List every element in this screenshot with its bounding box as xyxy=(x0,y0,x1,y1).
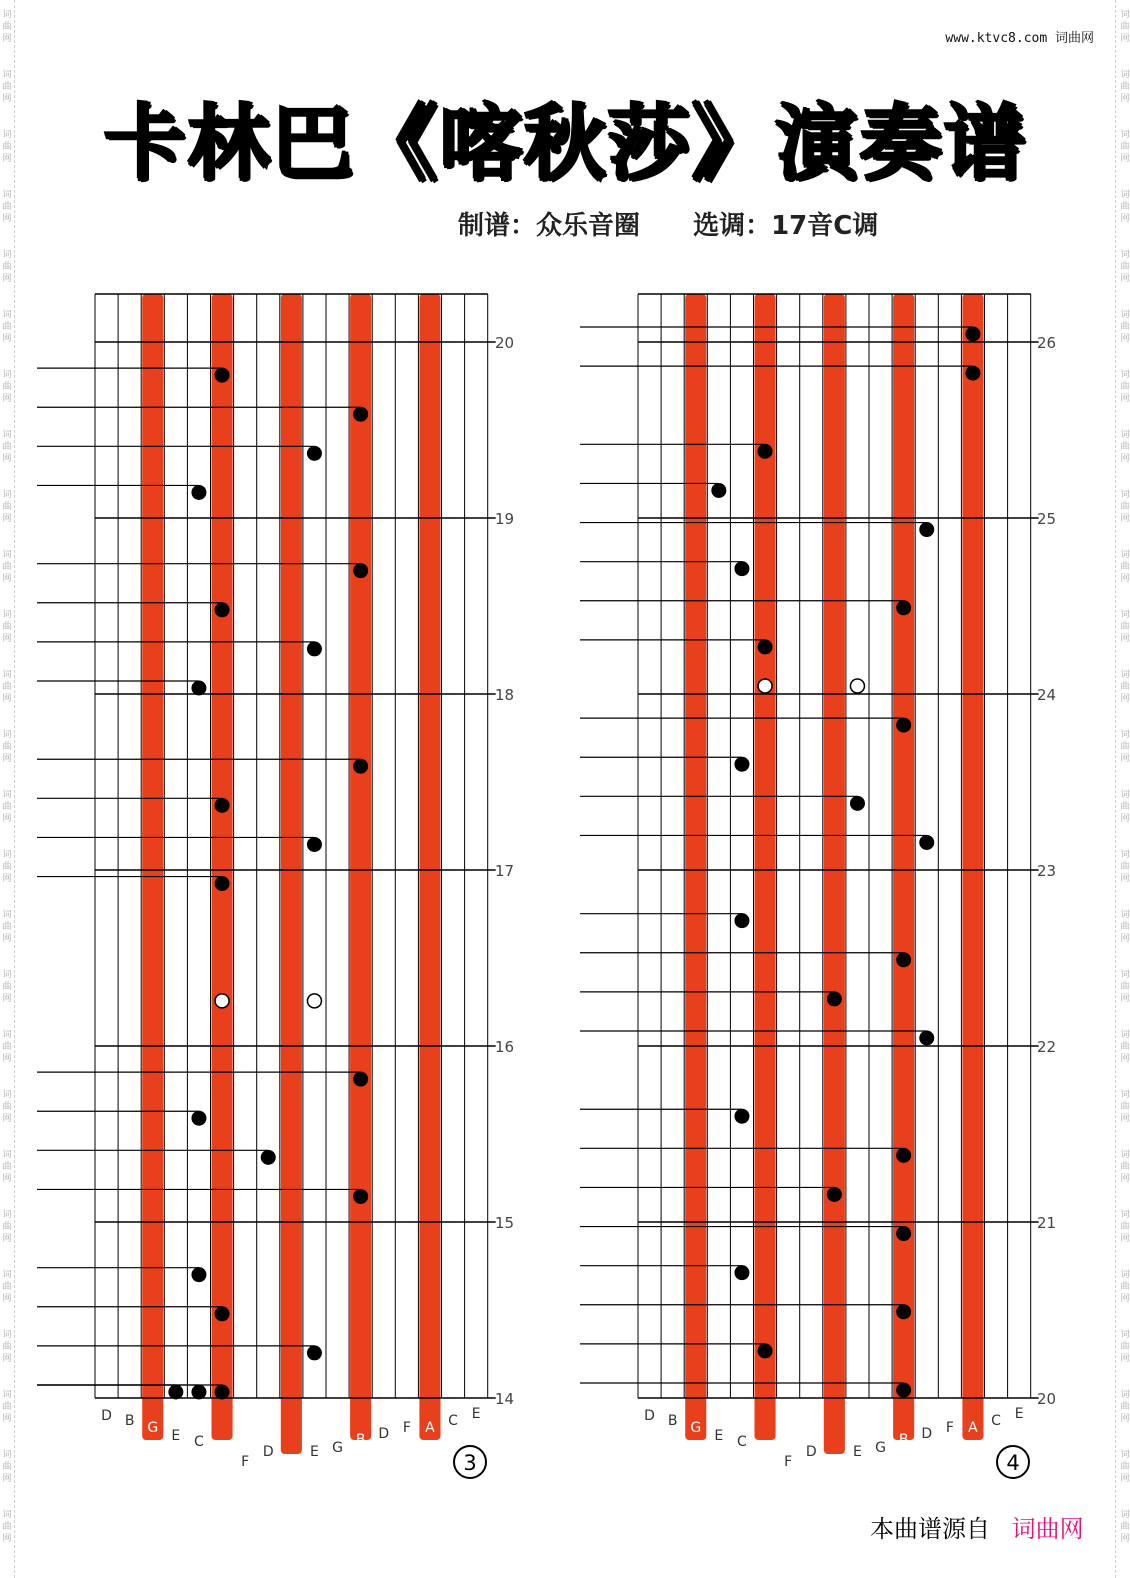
note-marker xyxy=(920,1031,934,1045)
watermark-char: 词 xyxy=(2,10,12,20)
watermark-char: 词 xyxy=(1120,910,1130,920)
watermark-char: 网 xyxy=(1120,1354,1130,1364)
note-marker xyxy=(307,642,321,656)
watermark-char: 词 xyxy=(1120,1330,1130,1340)
note-marker xyxy=(850,796,864,810)
watermark-char: 曲 xyxy=(2,322,12,332)
note-marker xyxy=(966,366,980,380)
watermark-char: 网 xyxy=(2,1054,12,1064)
watermark-char: 网 xyxy=(2,514,12,524)
note-marker xyxy=(897,601,911,615)
watermark-char: 词 xyxy=(2,850,12,860)
tine-label: F xyxy=(784,1454,793,1470)
watermark-char: 曲 xyxy=(1120,562,1130,572)
tine-label: C xyxy=(448,1413,458,1429)
watermark-char: 曲 xyxy=(2,22,12,32)
note-marker xyxy=(192,681,206,695)
key-credit: 选调：17音C调 xyxy=(693,211,879,241)
note-marker xyxy=(735,1109,749,1123)
note-marker xyxy=(354,759,368,773)
watermark-char: 网 xyxy=(1120,154,1130,164)
note-marker xyxy=(758,444,772,458)
watermark-char: 词 xyxy=(1120,1030,1130,1040)
watermark-char: 网 xyxy=(2,1234,12,1244)
watermark-char: 曲 xyxy=(2,1282,12,1292)
tine-label: E xyxy=(853,1444,862,1460)
watermark-char: 词 xyxy=(1120,1270,1130,1280)
note-marker xyxy=(966,327,980,341)
watermark-char: 曲 xyxy=(2,262,12,272)
measure-label: 16 xyxy=(495,1038,515,1056)
watermark-char: 网 xyxy=(1120,574,1130,584)
watermark-char: 曲 xyxy=(2,1462,12,1472)
watermark-char: 曲 xyxy=(2,382,12,392)
watermark-char: 词 xyxy=(2,670,12,680)
watermark-char: 曲 xyxy=(1120,922,1130,932)
watermark-char: 曲 xyxy=(1120,862,1130,872)
watermark-char: 网 xyxy=(1120,1474,1130,1484)
footer-source xyxy=(870,1509,1084,1544)
measure-label: 20 xyxy=(1037,1390,1057,1408)
watermark-char: 词 xyxy=(2,1150,12,1160)
site-tag[interactable]: www.ktvc8.com 词曲网 xyxy=(945,31,1094,46)
watermark-char: 词 xyxy=(1120,1210,1130,1220)
watermark-char: 词 xyxy=(2,70,12,80)
note-marker xyxy=(735,562,749,576)
tine-label: A xyxy=(968,1420,978,1436)
watermark-char: 网 xyxy=(2,634,12,644)
measure-label: 26 xyxy=(1037,334,1057,352)
page-number: 3 xyxy=(463,1451,477,1475)
watermark-char: 词 xyxy=(2,1210,12,1220)
note-marker xyxy=(758,1344,772,1358)
measure-label: 15 xyxy=(495,1214,515,1232)
watermark-char: 词 xyxy=(1120,1450,1130,1460)
watermark-char: 网 xyxy=(2,1114,12,1124)
watermark-char: 曲 xyxy=(1120,262,1130,272)
watermark-char: 曲 xyxy=(2,82,12,92)
watermark-char: 网 xyxy=(2,1474,12,1484)
watermark-char: 曲 xyxy=(2,202,12,212)
tine-label: G xyxy=(147,1420,159,1436)
watermark-char: 曲 xyxy=(2,562,12,572)
watermark-char: 网 xyxy=(2,394,12,404)
tine-highlight-bar xyxy=(212,294,233,1440)
watermark-char: 曲 xyxy=(1120,982,1130,992)
note-marker xyxy=(215,877,229,891)
measure-label: 20 xyxy=(495,334,515,352)
watermark-char: 词 xyxy=(2,1030,12,1040)
watermark-char: 曲 xyxy=(2,442,12,452)
note-marker xyxy=(307,837,321,851)
note-marker xyxy=(735,1266,749,1280)
note-marker xyxy=(354,564,368,578)
watermark-char: 曲 xyxy=(1120,322,1130,332)
watermark-char: 词 xyxy=(2,250,12,260)
tine-label: G xyxy=(875,1440,886,1456)
note-marker xyxy=(758,640,772,654)
watermark-char: 曲 xyxy=(2,1222,12,1232)
watermark-char: 词 xyxy=(1120,970,1130,980)
measure-label: 17 xyxy=(495,862,515,880)
note-marker xyxy=(192,485,206,499)
watermark-char: 曲 xyxy=(2,502,12,512)
tine-label: D xyxy=(921,1426,933,1442)
note-marker xyxy=(735,757,749,771)
note-marker xyxy=(261,1150,275,1164)
watermark-char: 词 xyxy=(1120,490,1130,500)
tine-label: F xyxy=(945,1420,954,1436)
note-marker xyxy=(354,407,368,421)
watermark-char: 曲 xyxy=(2,862,12,872)
tine-label: F xyxy=(402,1420,411,1436)
watermark-char: 词 xyxy=(2,490,12,500)
watermark-char: 曲 xyxy=(1120,1402,1130,1412)
watermark-char: 网 xyxy=(2,874,12,884)
note-marker xyxy=(712,483,726,497)
watermark-char: 词 xyxy=(2,550,12,560)
watermark-char: 词 xyxy=(1120,1510,1130,1520)
watermark-char: 网 xyxy=(1120,334,1130,344)
watermark-char: 网 xyxy=(1120,754,1130,764)
watermark-char: 词 xyxy=(1120,550,1130,560)
watermark-char: 词 xyxy=(2,310,12,320)
watermark-char: 网 xyxy=(1120,34,1130,44)
tine-label: G xyxy=(690,1420,702,1436)
watermark-char: 曲 xyxy=(1120,1102,1130,1112)
tine-label: A xyxy=(425,1420,435,1436)
tine-label: E xyxy=(171,1428,181,1444)
tine-label: B xyxy=(355,1432,366,1448)
measure-label: 25 xyxy=(1037,510,1057,528)
note-marker xyxy=(920,523,934,537)
tine-highlight-bar xyxy=(962,294,983,1440)
watermark-char: 网 xyxy=(2,334,12,344)
watermark-char: 曲 xyxy=(1120,442,1130,452)
tine-highlight-bar xyxy=(685,294,706,1440)
watermark-char: 曲 xyxy=(1120,142,1130,152)
footer-brand-link[interactable]: 词曲网 xyxy=(1011,1515,1084,1543)
watermark-char: 曲 xyxy=(1120,22,1130,32)
tine-label: D xyxy=(378,1426,390,1442)
tine-label: B xyxy=(667,1413,678,1429)
note-marker xyxy=(897,1305,911,1319)
watermark-char: 词 xyxy=(1120,1390,1130,1400)
watermark-char: 网 xyxy=(2,934,12,944)
note-marker xyxy=(215,798,229,812)
tine-label: C xyxy=(194,1434,204,1450)
watermark-char: 词 xyxy=(2,190,12,200)
watermark-char: 网 xyxy=(2,1534,12,1544)
watermark-char: 网 xyxy=(2,214,12,224)
watermark-char: 曲 xyxy=(2,1522,12,1532)
watermark-char: 网 xyxy=(1120,514,1130,524)
watermark-char: 词 xyxy=(1120,10,1130,20)
watermark-char: 词 xyxy=(2,430,12,440)
note-marker xyxy=(192,1385,206,1399)
measure-label: 19 xyxy=(495,510,515,528)
watermark-char: 网 xyxy=(1120,1174,1130,1184)
watermark-char: 词 xyxy=(2,910,12,920)
open-note-marker xyxy=(307,994,321,1008)
watermark-char: 曲 xyxy=(2,622,12,632)
tine-label: C xyxy=(991,1413,1001,1429)
watermark-char: 网 xyxy=(1120,634,1130,644)
watermark-char: 曲 xyxy=(1120,202,1130,212)
tine-label: A xyxy=(760,1442,770,1458)
watermark-char: 曲 xyxy=(1120,1522,1130,1532)
watermark-char: 网 xyxy=(1120,214,1130,224)
tine-highlight-bar xyxy=(419,294,440,1440)
tine-label: E xyxy=(310,1444,319,1460)
note-marker xyxy=(215,1385,229,1399)
watermark-char: 网 xyxy=(1120,1534,1130,1544)
watermark-char: 词 xyxy=(2,1090,12,1100)
watermark-char: 网 xyxy=(1120,874,1130,884)
watermark-char: 网 xyxy=(1120,1414,1130,1424)
measure-label: 23 xyxy=(1037,862,1057,880)
note-marker xyxy=(827,1187,841,1201)
watermark-char: 曲 xyxy=(2,982,12,992)
arranger-credit: 制谱：众乐音圈 xyxy=(458,211,641,241)
watermark-char: 网 xyxy=(1120,694,1130,704)
watermark-char: 词 xyxy=(1120,610,1130,620)
watermark-char: 词 xyxy=(1120,370,1130,380)
note-marker xyxy=(920,835,934,849)
watermark-char: 曲 xyxy=(2,1102,12,1112)
note-marker xyxy=(897,1227,911,1241)
note-marker xyxy=(735,914,749,928)
watermark-char: 曲 xyxy=(1120,1222,1130,1232)
watermark-char: 曲 xyxy=(2,742,12,752)
watermark-char: 词 xyxy=(1120,790,1130,800)
note-marker xyxy=(897,1148,911,1162)
watermark-char: 词 xyxy=(2,1270,12,1280)
note-marker xyxy=(897,953,911,967)
watermark-char: 曲 xyxy=(1120,1342,1130,1352)
watermark-char: 网 xyxy=(2,814,12,824)
watermark-char: 网 xyxy=(2,274,12,284)
footer-source-label: 本曲谱源自 xyxy=(870,1515,990,1543)
note-marker xyxy=(897,718,911,732)
watermark-char: 曲 xyxy=(1120,382,1130,392)
page-title: 卡林巴《喀秋莎》演奏谱 xyxy=(102,96,1027,191)
tine-label: C xyxy=(829,1454,840,1470)
watermark-char: 曲 xyxy=(2,802,12,812)
note-marker xyxy=(169,1385,183,1399)
watermark-char: 网 xyxy=(2,1354,12,1364)
watermark-char: 词 xyxy=(1120,430,1130,440)
tine-label: D xyxy=(644,1408,655,1424)
watermark-char: 网 xyxy=(2,754,12,764)
tine-label: B xyxy=(898,1432,909,1448)
watermark-char: 词 xyxy=(1120,1150,1130,1160)
watermark-char: 词 xyxy=(2,970,12,980)
note-marker xyxy=(354,1189,368,1203)
watermark-char: 词 xyxy=(1120,850,1130,860)
watermark-char: 网 xyxy=(2,694,12,704)
note-marker xyxy=(192,1111,206,1125)
tine-highlight-bar xyxy=(824,294,845,1454)
note-marker xyxy=(192,1268,206,1282)
watermark-char: 网 xyxy=(1120,994,1130,1004)
tine-label: B xyxy=(124,1413,135,1429)
watermark-char: 网 xyxy=(1120,814,1130,824)
watermark-char: 网 xyxy=(1120,94,1130,104)
watermark-char: 词 xyxy=(2,730,12,740)
watermark-char: 网 xyxy=(2,994,12,1004)
note-marker xyxy=(354,1072,368,1086)
watermark-char: 网 xyxy=(1120,1294,1130,1304)
tine-label: A xyxy=(217,1442,227,1458)
watermark-char: 词 xyxy=(2,1510,12,1520)
tine-label: D xyxy=(805,1444,817,1460)
watermark-char: 曲 xyxy=(2,922,12,932)
tine-highlight-bar xyxy=(755,294,776,1440)
watermark-char: 曲 xyxy=(1120,82,1130,92)
measure-label: 21 xyxy=(1037,1214,1057,1232)
tine-label: D xyxy=(262,1444,274,1460)
tine-label: C xyxy=(286,1454,297,1470)
watermark-char: 网 xyxy=(2,574,12,584)
watermark-char: 词 xyxy=(1120,310,1130,320)
measure-label: 22 xyxy=(1037,1038,1057,1056)
measure-label: 14 xyxy=(495,1390,515,1408)
watermark-char: 词 xyxy=(1120,730,1130,740)
watermark-char: 网 xyxy=(2,1174,12,1184)
watermark-char: 网 xyxy=(1120,1234,1130,1244)
watermark-char: 词 xyxy=(2,1390,12,1400)
note-marker xyxy=(827,992,841,1006)
watermark-char: 曲 xyxy=(2,142,12,152)
watermark-char: 词 xyxy=(1120,670,1130,680)
watermark-char: 曲 xyxy=(2,1042,12,1052)
open-note-marker xyxy=(850,679,864,693)
open-note-marker xyxy=(758,679,772,693)
watermark-char: 词 xyxy=(1120,70,1130,80)
watermark-char: 网 xyxy=(2,1294,12,1304)
measure-label: 18 xyxy=(495,686,515,704)
tine-highlight-bar xyxy=(281,294,302,1454)
watermark-char: 网 xyxy=(1120,274,1130,284)
tine-label: E xyxy=(714,1428,724,1444)
note-marker xyxy=(897,1383,911,1397)
watermark-char: 曲 xyxy=(2,1342,12,1352)
watermark-char: 词 xyxy=(2,610,12,620)
watermark-char: 网 xyxy=(1120,454,1130,464)
tine-highlight-bar xyxy=(350,294,371,1440)
watermark-char: 网 xyxy=(2,1414,12,1424)
note-marker xyxy=(307,446,321,460)
watermark-char: 曲 xyxy=(1120,502,1130,512)
watermark-char: 曲 xyxy=(2,682,12,692)
watermark-char: 曲 xyxy=(1120,742,1130,752)
watermark-char: 网 xyxy=(2,34,12,44)
watermark-char: 曲 xyxy=(1120,1462,1130,1472)
note-marker xyxy=(307,1346,321,1360)
watermark-char: 曲 xyxy=(1120,682,1130,692)
tine-label: D xyxy=(101,1408,112,1424)
tine-label: F xyxy=(241,1454,250,1470)
watermark-char: 网 xyxy=(2,154,12,164)
watermark-char: 词 xyxy=(1120,250,1130,260)
watermark-char: 曲 xyxy=(1120,1282,1130,1292)
watermark-char: 曲 xyxy=(2,1402,12,1412)
tine-highlight-bar xyxy=(893,294,914,1440)
watermark-char: 网 xyxy=(1120,1054,1130,1064)
watermark-char: 网 xyxy=(2,454,12,464)
tine-label: E xyxy=(471,1406,481,1422)
watermark-char: 词 xyxy=(2,1450,12,1460)
page-number: 4 xyxy=(1006,1451,1020,1475)
watermark-char: 曲 xyxy=(1120,622,1130,632)
watermark-char: 词 xyxy=(2,1330,12,1340)
tine-label: C xyxy=(737,1434,747,1450)
watermark-char: 词 xyxy=(2,130,12,140)
watermark-char: 曲 xyxy=(1120,1162,1130,1172)
open-note-marker xyxy=(215,994,229,1008)
watermark-char: 词 xyxy=(1120,190,1130,200)
watermark-char: 词 xyxy=(2,790,12,800)
watermark-char: 词 xyxy=(1120,1090,1130,1100)
watermark-char: 网 xyxy=(2,94,12,104)
watermark-char: 网 xyxy=(1120,394,1130,404)
watermark-char: 网 xyxy=(1120,1114,1130,1124)
watermark-char: 词 xyxy=(1120,130,1130,140)
note-marker xyxy=(215,603,229,617)
note-marker xyxy=(215,1307,229,1321)
watermark-char: 曲 xyxy=(1120,1042,1130,1052)
watermark-char: 网 xyxy=(1120,934,1130,944)
measure-label: 24 xyxy=(1037,686,1057,704)
watermark-char: 词 xyxy=(2,370,12,380)
tine-label: E xyxy=(1014,1406,1024,1422)
note-marker xyxy=(215,368,229,382)
watermark-char: 曲 xyxy=(1120,802,1130,812)
tine-label: G xyxy=(332,1440,343,1456)
watermark-char: 曲 xyxy=(2,1162,12,1172)
